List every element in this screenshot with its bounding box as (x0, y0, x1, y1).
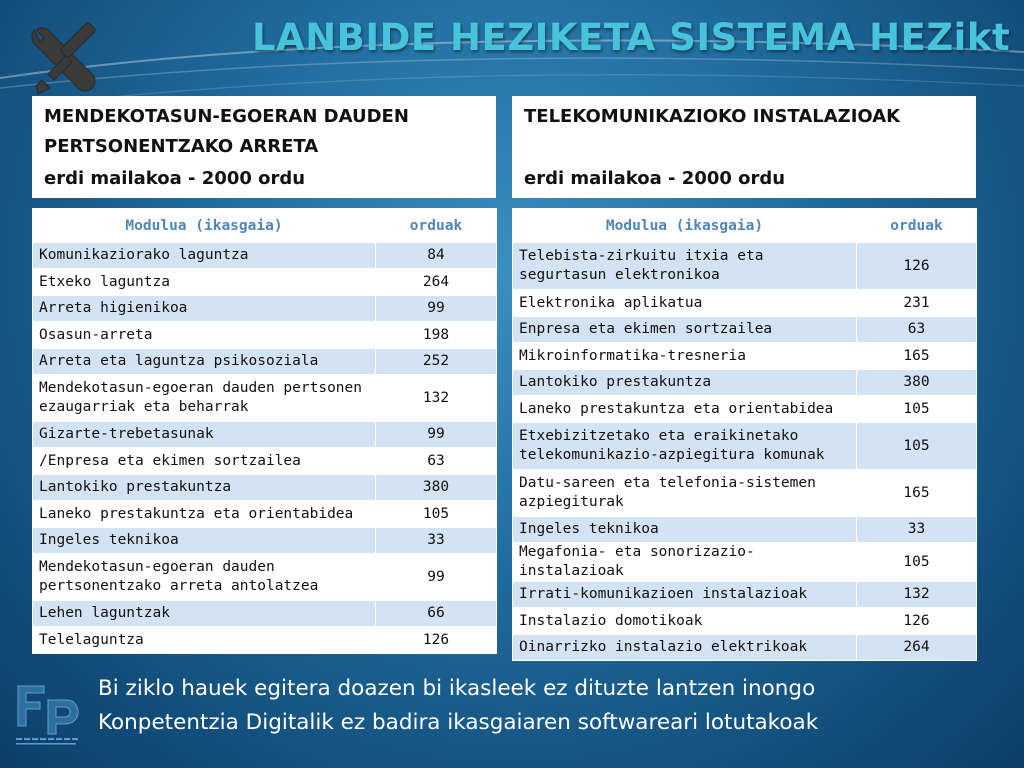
column-header-hours: orduak (376, 209, 497, 243)
table-row (33, 349, 497, 375)
table-row (513, 317, 977, 343)
module-cell: Enpresa eta ekimen sortzailea (513, 317, 857, 343)
module-cell: Lehen laguntzak (33, 601, 376, 627)
table-row (513, 243, 977, 290)
hours-cell: 264 (857, 635, 977, 661)
hours-cell: 105 (376, 501, 497, 528)
module-cell: Telelaguntza (33, 627, 376, 654)
module-cell: Elektronika aplikatua (513, 290, 857, 317)
program-level: erdi mailakoa - 2000 ordu (44, 168, 306, 189)
module-cell: Laneko prestakuntza eta orientabidea (33, 501, 376, 528)
footer-line-2: Konpetentzia Digitalik ez badira ikasgaiaren softwareari lotutakoak (98, 710, 819, 735)
table-row (513, 423, 977, 470)
hours-cell: 252 (376, 349, 497, 375)
module-cell: Osasun-arreta (33, 322, 376, 349)
module-cell: Mendekotasun-egoeran dauden pertsonen ezaugarriak eta beharrak (33, 375, 376, 422)
hours-cell: 198 (376, 322, 497, 349)
module-cell: Gizarte-trebetasunak (33, 422, 376, 448)
table-row (513, 517, 977, 543)
module-cell: Lantokiko prestakuntza (33, 475, 376, 501)
hours-cell: 132 (857, 582, 977, 608)
hours-cell: 264 (376, 269, 497, 296)
table-row (33, 448, 497, 475)
module-cell: Komunikaziorako laguntza (33, 243, 376, 269)
module-cell: Etxebizitzetako eta eraikinetako telekomunikazio-azpiegitura komunak (513, 423, 857, 470)
module-cell: Mikroinformatika-tresneria (513, 343, 857, 370)
hours-cell: 165 (857, 470, 977, 517)
hours-cell: 126 (376, 627, 497, 654)
hours-cell: 105 (857, 423, 977, 470)
module-cell: Oinarrizko instalazio elektrikoak (513, 635, 857, 661)
program-name-line1: MENDEKOTASUN-EGOERAN DAUDEN (44, 106, 409, 127)
table-row (33, 296, 497, 322)
table-row (513, 396, 977, 423)
hours-cell: 66 (376, 601, 497, 627)
fp-logo (14, 684, 84, 748)
module-cell: Telebista-zirkuitu itxia eta segurtasun elektronikoa (513, 243, 857, 290)
modules-table-right (512, 208, 977, 661)
wrench-screwdriver-icon (26, 16, 108, 98)
footer-line-1: Bi ziklo hauek egitera doazen bi ikasleek ez dituzte lantzen inongo (98, 676, 816, 701)
hours-cell: 105 (857, 543, 977, 582)
table-row (513, 635, 977, 661)
hours-cell: 132 (376, 375, 497, 422)
table-row (33, 475, 497, 501)
hours-cell: 380 (857, 370, 977, 396)
table-row (33, 269, 497, 296)
table-row (513, 290, 977, 317)
modules-table-left (32, 208, 497, 654)
hours-cell: 126 (857, 243, 977, 290)
table-row (513, 582, 977, 608)
table-row (513, 370, 977, 396)
hours-cell: 231 (857, 290, 977, 317)
table-row (513, 343, 977, 370)
program-name-line1: TELEKOMUNIKAZIOKO INSTALAZIOAK (524, 106, 901, 127)
module-cell: Mendekotasun-egoeran dauden pertsonentzako arreta antolatzea (33, 554, 376, 601)
table-row (33, 601, 497, 627)
hours-cell: 126 (857, 608, 977, 635)
table-row (33, 322, 497, 349)
hours-cell: 99 (376, 554, 497, 601)
module-cell: /Enpresa eta ekimen sortzailea (33, 448, 376, 475)
slide-title: LANBIDE HEZIKETA SISTEMA HEZikt (252, 16, 1011, 59)
hours-cell: 380 (376, 475, 497, 501)
hours-cell: 63 (857, 317, 977, 343)
hours-cell: 99 (376, 422, 497, 448)
table-row (33, 243, 497, 269)
table-row (33, 554, 497, 601)
column-header-module: Modulua (ikasgaia) (33, 209, 376, 243)
module-cell: Instalazio domotikoak (513, 608, 857, 635)
program-header-left (32, 96, 496, 198)
footer-note (98, 672, 998, 740)
hours-cell: 63 (376, 448, 497, 475)
column-header-hours: orduak (857, 209, 977, 243)
hours-cell: 33 (376, 528, 497, 554)
program-level: erdi mailakoa - 2000 ordu (524, 168, 786, 189)
module-cell: Datu-sareen eta telefonia-sistemen azpiegiturak (513, 470, 857, 517)
module-cell: Megafonia- eta sonorizazio-instalazioak (513, 543, 857, 582)
column-header-module: Modulua (ikasgaia) (513, 209, 857, 243)
table-row (513, 470, 977, 517)
table-row (33, 422, 497, 448)
module-cell: Arreta eta laguntza psikosoziala (33, 349, 376, 375)
hours-cell: 33 (857, 517, 977, 543)
program-name-line2: PERTSONENTZAKO ARRETA (44, 136, 319, 157)
module-cell: Irrati-komunikazioen instalazioak (513, 582, 857, 608)
table-row (33, 627, 497, 654)
module-cell: Lantokiko prestakuntza (513, 370, 857, 396)
table-row (513, 608, 977, 635)
module-cell: Laneko prestakuntza eta orientabidea (513, 396, 857, 423)
module-cell: Etxeko laguntza (33, 269, 376, 296)
table-row (33, 501, 497, 528)
program-header-right (512, 96, 976, 198)
module-cell: Ingeles teknikoa (33, 528, 376, 554)
hours-cell: 99 (376, 296, 497, 322)
module-cell: Arreta higienikoa (33, 296, 376, 322)
table-row (513, 543, 977, 582)
module-cell: Ingeles teknikoa (513, 517, 857, 543)
hours-cell: 84 (376, 243, 497, 269)
table-row (33, 528, 497, 554)
hours-cell: 105 (857, 396, 977, 423)
hours-cell: 165 (857, 343, 977, 370)
table-row (33, 375, 497, 422)
